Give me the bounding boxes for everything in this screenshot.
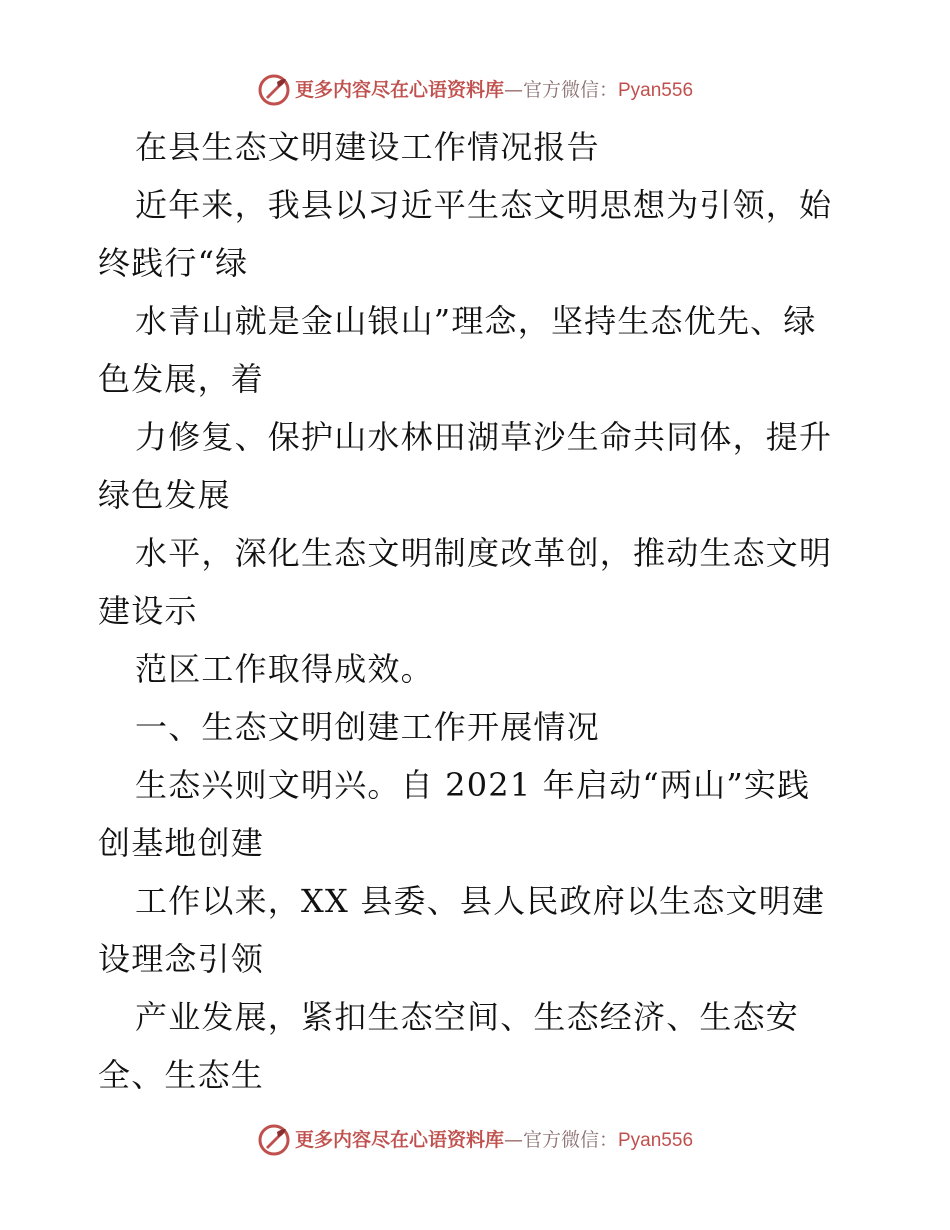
paragraph-line: 全、生态生	[98, 1056, 265, 1094]
header-watermark-banner	[0, 70, 950, 110]
paragraph-line: 色发展，着	[98, 360, 265, 398]
quill-logo-icon	[257, 73, 291, 107]
paragraph-line: 范区工作取得成效。	[135, 650, 434, 688]
paragraph-line: 设理念引领	[98, 940, 265, 978]
banner-account: Pyan556	[618, 79, 694, 101]
paragraph-line: 产业发展，紧扣生态空间、生态经济、生态安	[135, 998, 800, 1036]
banner-wechat-label: 官方微信：	[522, 78, 618, 101]
footer-watermark-banner	[0, 1120, 950, 1160]
banner-account: Pyan556	[618, 1129, 694, 1151]
banner-main-text: 更多内容尽在心语资料库	[294, 78, 504, 101]
document-title: 在县生态文明建设工作情况报告	[135, 128, 600, 166]
section-heading: 一、生态文明创建工作开展情况	[135, 708, 600, 746]
banner-main-text: 更多内容尽在心语资料库	[294, 1128, 504, 1151]
banner-dash: —	[503, 78, 523, 101]
paragraph-line: 绿色发展	[98, 476, 231, 514]
quill-logo-icon	[257, 1123, 291, 1157]
banner-wechat-label: 官方微信：	[522, 1128, 618, 1151]
paragraph-line: 水青山就是金山银山”理念，坚持生态优先、绿	[135, 302, 817, 340]
paragraph-line: 水平，深化生态文明制度改革创，推动生态文明	[135, 534, 833, 572]
document-body	[98, 118, 860, 1104]
paragraph-line: 工作以来，XX 县委、县人民政府以生态文明建	[135, 882, 826, 920]
paragraph-line: 近年来，我县以习近平生态文明思想为引领，始	[135, 186, 833, 224]
banner-dash: —	[503, 1128, 523, 1151]
paragraph-line: 终践行“绿	[98, 244, 249, 282]
paragraph-line: 建设示	[98, 592, 198, 630]
paragraph-line: 力修复、保护山水林田湖草沙生命共同体，提升	[135, 418, 833, 456]
paragraph-line: 生态兴则文明兴。自 2021 年启动“两山”实践	[135, 766, 811, 804]
paragraph-line: 创基地创建	[98, 824, 265, 862]
